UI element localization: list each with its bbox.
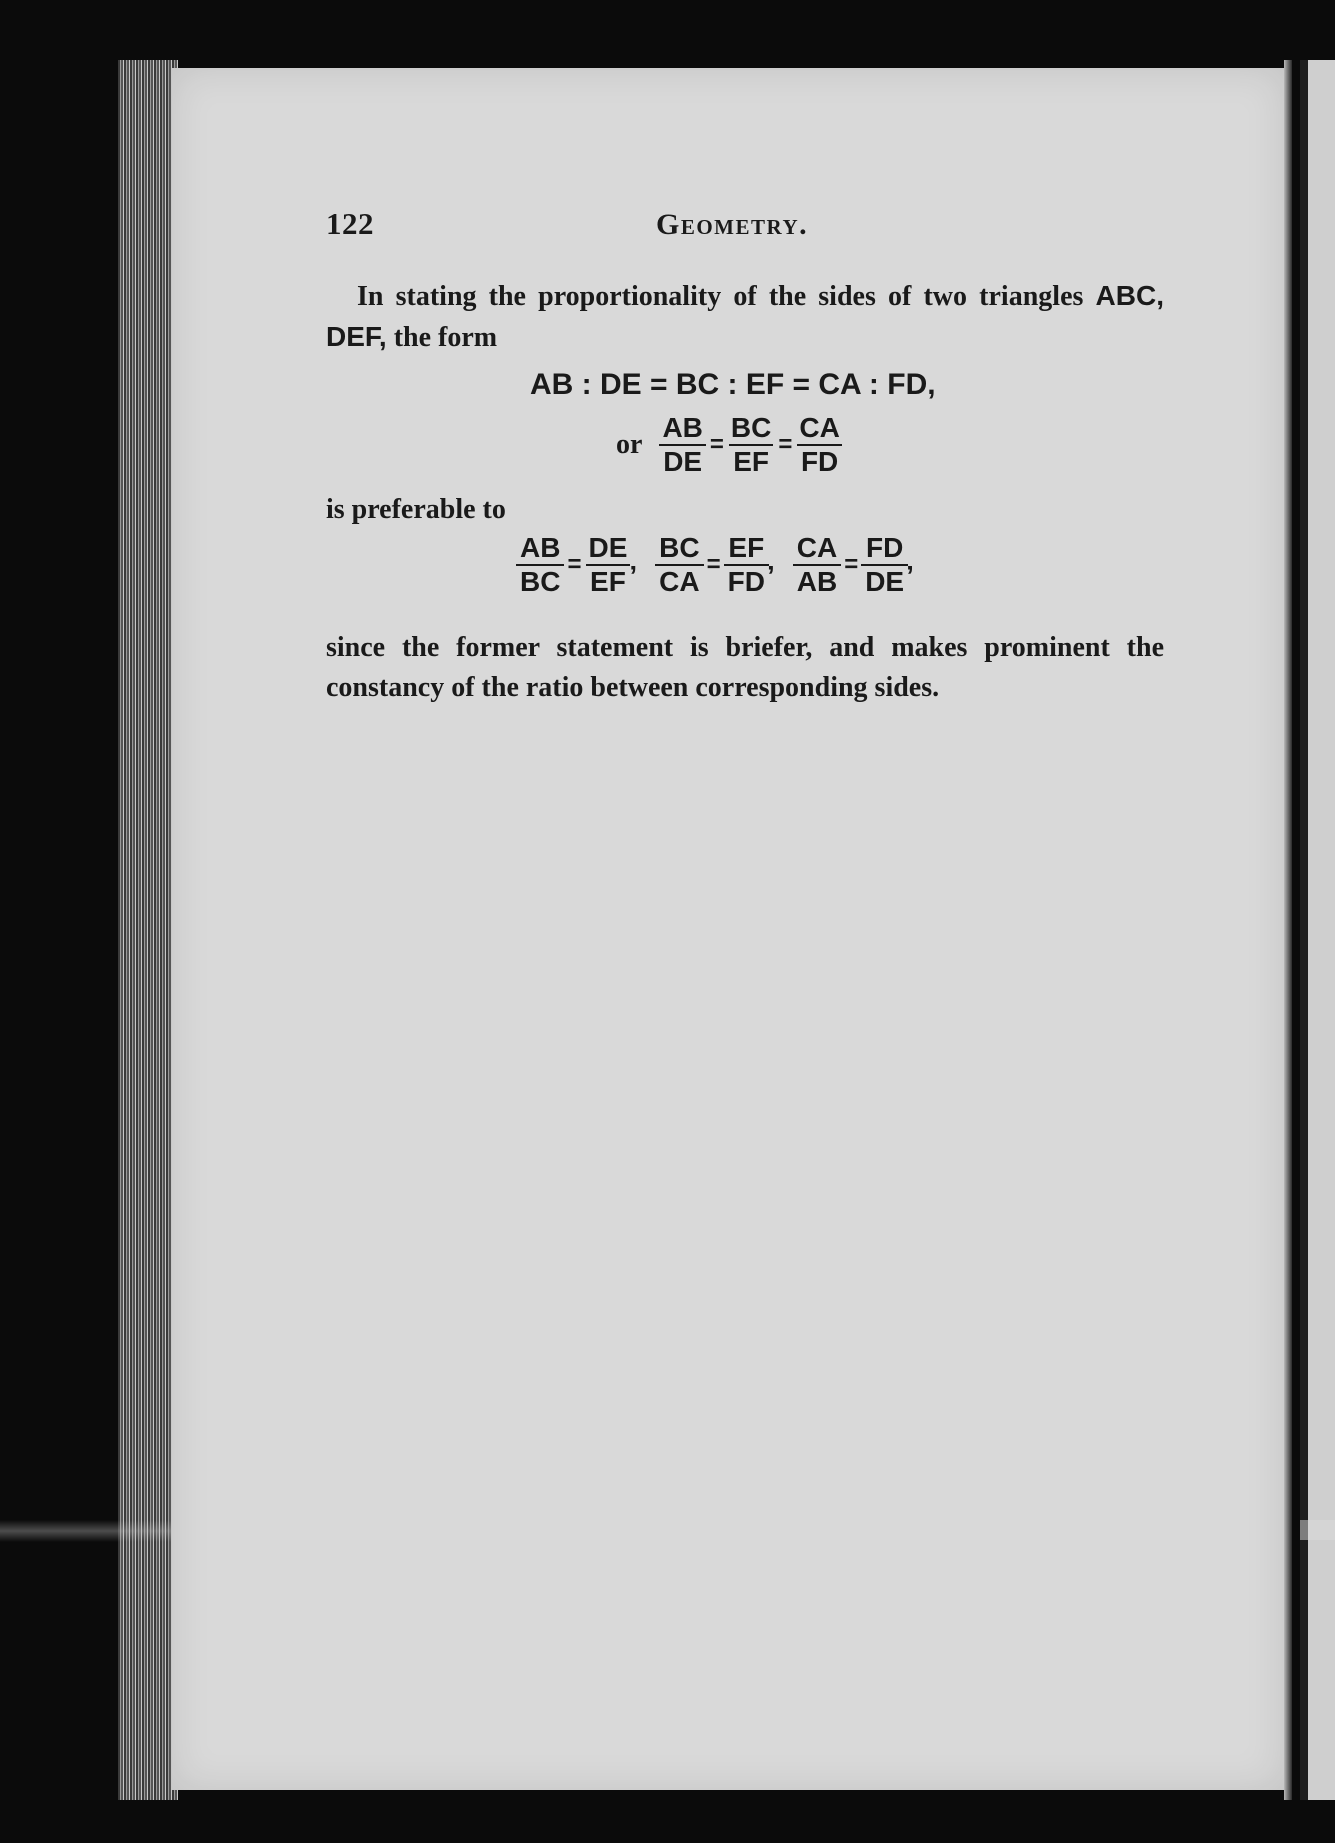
- fraction: [795, 412, 843, 478]
- denominator: FD: [724, 564, 769, 598]
- equals-sign: =: [706, 551, 721, 578]
- separator: ’: [629, 560, 638, 591]
- equals-sign: =: [567, 551, 582, 578]
- numerator: BC: [730, 412, 772, 443]
- equals-sign: =: [778, 431, 793, 458]
- fraction: [584, 532, 631, 598]
- denominator: EF: [586, 564, 630, 598]
- denominator: FD: [797, 444, 842, 478]
- scan-artifact-band: [0, 1520, 172, 1542]
- paragraph-intro: [326, 276, 1164, 358]
- paragraph-intro-text: In stating the proportionality of the sides of two triangles: [357, 281, 1096, 312]
- fraction: [516, 532, 564, 598]
- triangle-names: ABC, DEF,: [326, 280, 1164, 352]
- equals-sign: =: [709, 431, 724, 458]
- fraction: [727, 412, 775, 478]
- or-word: or: [616, 429, 643, 460]
- numerator: EF: [728, 532, 765, 563]
- denominator: DE: [659, 444, 706, 478]
- paragraph-conclusion: since the former statement is briefer, and makes prominent the constancy of the ratio between corresponding sides.: [326, 632, 1164, 703]
- paragraph-preferable: is preferable to: [326, 494, 506, 525]
- numerator: AB: [520, 532, 561, 563]
- denominator: AB: [793, 564, 841, 598]
- running-title: Geometry.: [656, 208, 809, 241]
- numerator: DE: [588, 532, 628, 563]
- numerator: CA: [799, 412, 840, 443]
- numerator: AB: [662, 412, 703, 443]
- fraction: [793, 532, 841, 598]
- fraction: [658, 412, 706, 478]
- equals-sign: =: [844, 551, 859, 578]
- denominator: CA: [655, 564, 703, 598]
- fraction: [861, 532, 908, 598]
- separator: ’: [766, 560, 775, 591]
- scan-artifact-band-right: [1300, 1520, 1335, 1540]
- proportion-fraction-form: [616, 412, 844, 478]
- denominator: DE: [861, 564, 908, 598]
- separator: ’: [906, 560, 914, 591]
- denominator: BC: [516, 564, 564, 598]
- proportion-colon-form: AB : DE = BC : EF = CA : FD,: [530, 368, 936, 401]
- numerator: BC: [659, 532, 700, 563]
- fraction: [655, 532, 703, 598]
- alternate-ratio-form: [516, 532, 932, 598]
- numerator: FD: [865, 532, 904, 563]
- page-number: 122: [326, 206, 374, 241]
- running-head: [326, 206, 1164, 246]
- paragraph-intro-tail: the form: [386, 322, 498, 353]
- numerator: CA: [796, 532, 838, 563]
- denominator: EF: [729, 444, 773, 478]
- fraction: [724, 532, 769, 598]
- gutter-shadow: [1284, 60, 1292, 1800]
